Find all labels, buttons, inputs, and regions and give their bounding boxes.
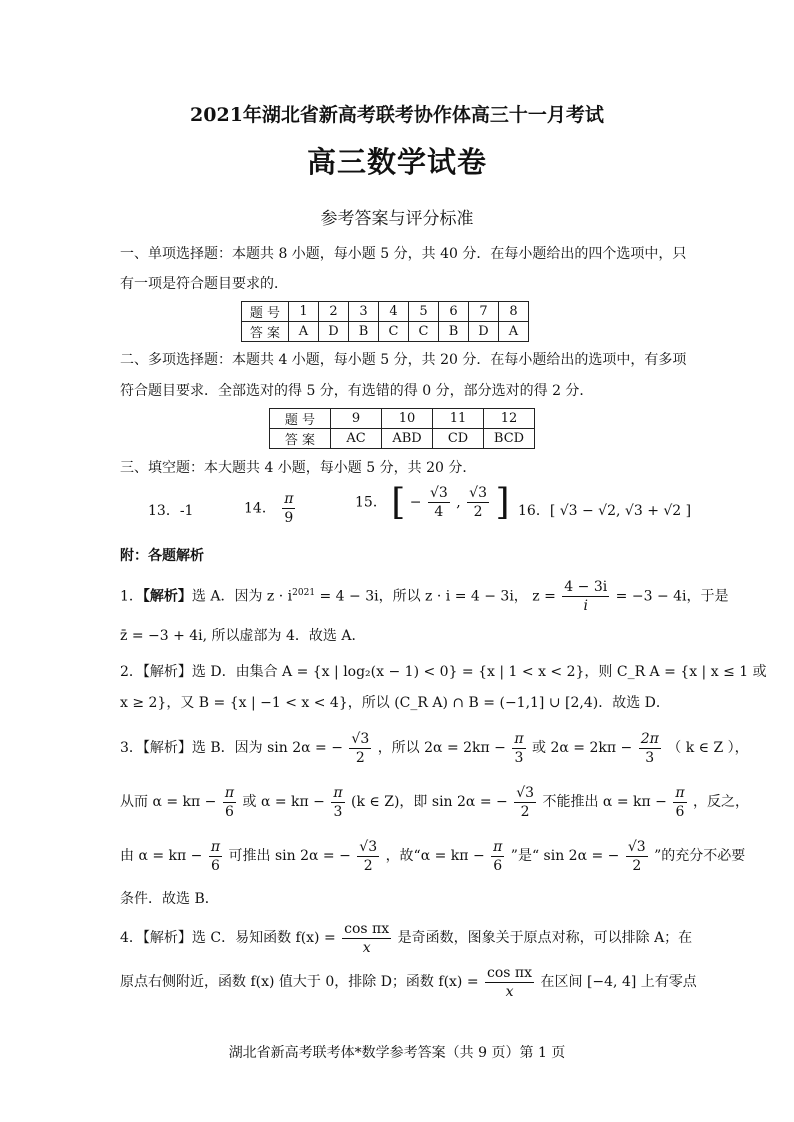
table-cell: C <box>409 322 439 342</box>
answer-13: 13．-1 <box>148 503 194 519</box>
table-cell: B <box>349 322 379 342</box>
answer-15-label: 15． <box>355 494 387 511</box>
solution-4-line2: 原点右侧附近，函数 f(x) 值大于 0，排除 D；函数 f(x) = $\frac{\text{cos πx}}{x}$ 在区间 [−4, 4] 上有零点 <box>120 964 697 1000</box>
table-cell: D <box>469 322 499 342</box>
row-label: 题 号 <box>270 409 331 429</box>
table-row <box>270 429 535 449</box>
section1-line2: 有一项是符合题目要求的． <box>120 276 288 292</box>
solution-3-line1: 3．【解析】选 B．因为 sin 2α = − $\frac{√3}{2}$ ，所以 2α = 2kπ − $\frac{\pi}{3}$ 或 2α = 2kπ − $\frac{2\pi}{3}$ （ k ∈ Z ）， <box>120 730 749 766</box>
fraction-sqrt3-over-2: $\frac{√3}{2}$ <box>469 485 487 520</box>
solution-2-line1: 2．【解析】选 D．由集合 A = {x | log₂(x − 1) < 0} = {x | 1 < x < 2}，则 C_R A = {x | x ≤ 1 或 <box>120 664 767 680</box>
section2-line2: 符合题目要求．全部选对的得 5 分，有选错的得 0 分，部分选对的得 2 分． <box>120 383 594 399</box>
paper-title: 高三数学试卷 <box>306 145 487 179</box>
answer-16: 16．[ √3 − √2, √3 + √2 ] <box>518 503 692 519</box>
table-cell: CD <box>433 429 484 449</box>
table-cell: 9 <box>331 409 382 429</box>
table-cell: ABD <box>382 429 433 449</box>
appendix-title: 附：各题解析 <box>120 548 204 564</box>
section2-answer-table <box>269 408 535 449</box>
section1-answer-table <box>241 301 529 342</box>
table-cell: A <box>499 322 529 342</box>
right-bracket: ] <box>495 482 510 523</box>
left-bracket: [ <box>391 482 406 523</box>
row-label: 答 案 <box>242 322 289 342</box>
solution-2-line2: x ≥ 2}，又 B = {x | −1 < x < 4}，所以 (C_R A) ∩ B = (−1,1] ∪ [2,4)．故选 D． <box>120 695 670 711</box>
solution-3-line3: 由 α = kπ − $\frac{\pi}{6}$ 可推出 sin 2α = − $\frac{√3}{2}$ ，故“α = kπ − $\frac{\pi}{6}$ ”是“ sin 2α = − $\frac{√3}{2}$ ”的充分不必要 <box>120 838 746 874</box>
table-cell: 10 <box>382 409 433 429</box>
answer-14-label: 14． <box>244 500 276 517</box>
table-cell: 3 <box>349 302 379 322</box>
table-cell: 7 <box>469 302 499 322</box>
solution-3-line4: 条件．故选 B． <box>120 891 219 907</box>
answer-14 <box>244 490 297 527</box>
table-cell: A <box>289 322 319 342</box>
table-cell: BCD <box>484 429 535 449</box>
table-row <box>242 322 529 342</box>
exam-title: 2021年湖北省新高考联考协作体高三十一月考试 <box>190 104 604 126</box>
table-cell: 2 <box>319 302 349 322</box>
subtitle: 参考答案与评分标准 <box>320 209 474 229</box>
table-cell: AC <box>331 429 382 449</box>
table-cell: 1 <box>289 302 319 322</box>
fraction-sqrt3-over-4: $\frac{√3}{4}$ <box>429 485 448 520</box>
table-cell: 8 <box>499 302 529 322</box>
table-cell: D <box>319 322 349 342</box>
solution-4-line1: 4．【解析】选 C．易知函数 f(x) = $\frac{\text{cos πx}}{x}$ 是奇函数，图象关于原点对称，可以排除 A；在 <box>120 920 693 956</box>
table-row <box>270 409 535 429</box>
section3-line1: 三、填空题：本大题共 4 小题，每小题 5 分，共 20 分． <box>120 460 477 476</box>
fraction-4-minus-3i-over-i: $\frac{4 - 3i}{i}$ <box>564 579 608 615</box>
table-cell: 12 <box>484 409 535 429</box>
table-cell: 5 <box>409 302 439 322</box>
row-label: 题 号 <box>242 302 289 322</box>
section1-line1: 一、单项选择题：本题共 8 小题，每小题 5 分，共 40 分．在每小题给出的四个选项中，只 <box>120 246 687 262</box>
answer-15: 15． [ − $\frac{√3}{4}$ , $\frac{√3}{2}$ ] <box>355 482 510 523</box>
solution-1-line2: z̄ = −3 + 4i, 所以虚部为 4．故选 A． <box>120 628 366 644</box>
table-cell: C <box>379 322 409 342</box>
table-cell: 11 <box>433 409 484 429</box>
table-row <box>242 302 529 322</box>
fraction-pi-over-9: $\frac{\pi}{9}$ <box>284 491 294 526</box>
solution-1-line1: 1．【解析】选 A．因为 $z \cdot i^{2021} = 4 - 3i$，所以 z · i = 4 − 3i， z = $\frac{4 - 3i}{i}$ = −3 − 4i，于是 <box>120 579 729 615</box>
table-cell: 4 <box>379 302 409 322</box>
solution-3-line2: 从而 α = kπ − $\frac{\pi}{6}$ 或 α = kπ − $\frac{\pi}{3}$ (k ∈ Z)，即 sin 2α = − $\frac{√3}{2}$ 不能推出 α = kπ − $\frac{\pi}{6}$ ，反之， <box>120 784 749 820</box>
table-cell: B <box>439 322 469 342</box>
page-footer: 湖北省新高考联考体*数学参考答案（共 9 页）第 1 页 <box>228 1045 566 1061</box>
row-label: 答 案 <box>270 429 331 449</box>
section2-line1: 二、多项选择题：本题共 4 小题，每小题 5 分，共 20 分．在每小题给出的选项中，有多项 <box>120 352 687 368</box>
table-cell: 6 <box>439 302 469 322</box>
